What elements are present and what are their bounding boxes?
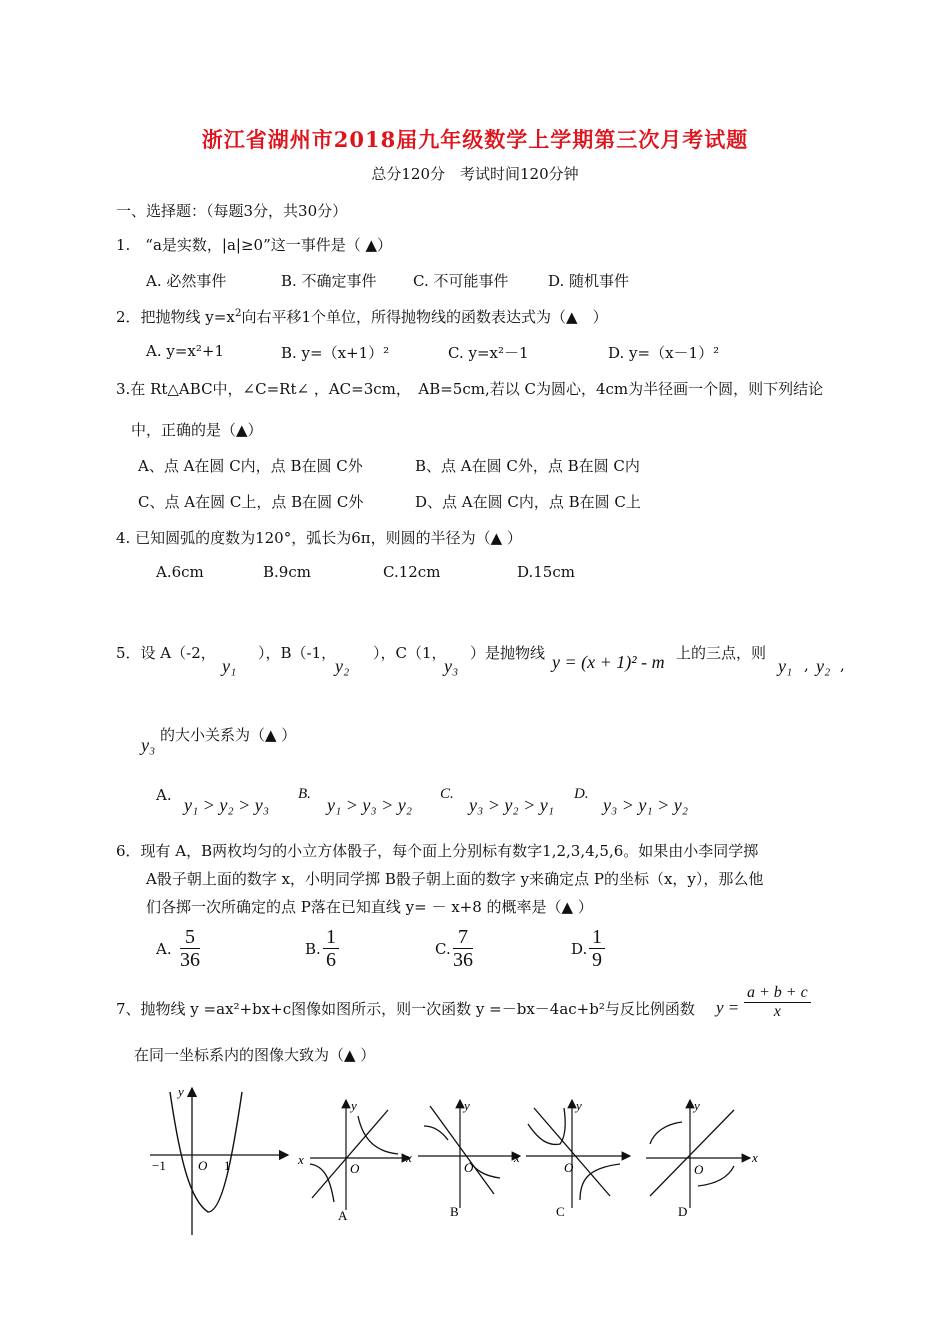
parabola-curve xyxy=(170,1092,242,1212)
q5-option-a-order: y₁ > y₂ > y₃ xyxy=(184,795,270,815)
q5-option-a-label: A. xyxy=(156,786,172,804)
q7-figures xyxy=(140,1080,780,1240)
q2-option-a: A. y=x²+1 xyxy=(146,342,224,360)
graph-d-y-label: y xyxy=(694,1098,700,1113)
q5-y1-b: y₁ xyxy=(778,656,793,676)
graph-b-label: B xyxy=(450,1204,459,1219)
q7-frac-den: x xyxy=(773,1002,781,1020)
q2-option-b: B. y=（x+1）² xyxy=(281,344,390,362)
graph-a xyxy=(297,1098,410,1223)
q3-option-c: C、点 A在圆 C上，点 B在圆 C外 xyxy=(138,493,364,511)
q6-option-d-num: 1 xyxy=(589,926,605,949)
q5-mid: ）是抛物线 xyxy=(470,644,546,662)
q5-comma-1: , xyxy=(804,656,809,674)
graph-a-line xyxy=(312,1110,388,1198)
q6-option-a-den: 36 xyxy=(180,949,200,971)
q3-option-a: A、点 A在圆 C内，点 B在圆 C外 xyxy=(138,457,363,475)
q6-option-b-den: 6 xyxy=(326,949,336,971)
q6-line1: 6．现有 A，B两枚均匀的小立方体骰子，每个面上分别标有数字1,2,3,4,5,6。如果由小李同学掷 xyxy=(116,842,759,860)
q2-option-c: C. y=x²－1 xyxy=(448,344,529,362)
graph-b-hyperbola-1 xyxy=(424,1126,448,1140)
q7-frac-lhs: y = xyxy=(716,998,740,1017)
q5-equation: y = (x + 1)² - m xyxy=(552,652,665,672)
q6-option-b-num: 1 xyxy=(323,926,339,949)
graph-a-origin: O xyxy=(350,1161,360,1176)
q5-y2: y₂ xyxy=(335,656,350,676)
q1-stem: 1. “a是实数，|a|≥0”这一事件是（ ▲） xyxy=(116,236,393,254)
q6-option-b-fraction xyxy=(323,926,339,971)
exam-info: 总分120分 考试时间120分钟 xyxy=(371,165,579,183)
q6-option-a-num: 5 xyxy=(180,926,200,949)
graph-c-x-label: x xyxy=(514,1150,520,1165)
graph-a-y-label: y xyxy=(351,1098,357,1113)
q5-point-c: ），C（1， xyxy=(373,644,447,662)
q2-stem-pre: 2．把抛物线 y=x xyxy=(116,308,235,326)
q6-option-d-label: D. xyxy=(571,940,588,958)
graph-c-label: C xyxy=(556,1204,565,1219)
graph-a-label: A xyxy=(338,1208,348,1223)
q4-option-d: D.15cm xyxy=(517,563,575,581)
q6-option-a-label: A. xyxy=(156,940,172,958)
graph-d xyxy=(646,1098,758,1219)
graph-b xyxy=(405,1098,520,1219)
q7-frac-num: a + b + c xyxy=(744,984,811,1003)
q5-y3-b: y₃ xyxy=(141,735,156,755)
q6-option-a-fraction xyxy=(180,926,200,971)
q4-option-c: C.12cm xyxy=(383,563,441,581)
q6-option-c-fraction xyxy=(453,926,473,971)
graph-b-y-label: y xyxy=(464,1098,470,1113)
graph-d-x-label: x xyxy=(752,1150,758,1165)
q5-option-b-order: y₁ > y₃ > y₂ xyxy=(327,795,413,815)
q6-option-b-label: B. xyxy=(305,940,321,958)
graph-c xyxy=(513,1098,630,1219)
parabola-figure xyxy=(150,1084,288,1235)
q5-option-b-label: B. xyxy=(298,786,311,802)
q7-line2: 在同一坐标系内的图像大致为（▲ ） xyxy=(134,1046,376,1064)
q2-option-d: D. y=（x－1）² xyxy=(608,344,720,362)
graph-d-origin: O xyxy=(694,1162,704,1177)
q4-stem: 4. 已知圆弧的度数为120°，弧长为6π，则圆的半径为（▲ ） xyxy=(116,529,522,547)
q5-point-b: ），B（-1， xyxy=(258,644,337,662)
q6-option-c-num: 7 xyxy=(453,926,473,949)
q5-y2-b: y₂ xyxy=(816,656,831,676)
q5-option-d-label: D. xyxy=(574,786,589,802)
graph-c-origin: O xyxy=(564,1160,574,1175)
parabola-tick-neg1: −1 xyxy=(152,1158,166,1173)
q6-option-d-den: 9 xyxy=(592,949,602,971)
q2-stem: 2．把抛物线 $y=x^2$向右平移1个单位，所得抛物线的函数表达式为（▲ ） xyxy=(116,307,608,326)
graph-b-line xyxy=(430,1106,494,1194)
q5-option-c-label: C. xyxy=(440,786,454,802)
q6-line3: 们各掷一次所确定的点 P落在已知直线 y= － x+8 的概率是（▲ ） xyxy=(146,898,593,916)
graph-d-line xyxy=(650,1110,734,1196)
q6-option-c-den: 36 xyxy=(453,949,473,971)
q1-option-c: C. 不可能事件 xyxy=(413,272,509,290)
q1-option-d: D. 随机事件 xyxy=(548,272,630,290)
parabola-y-label: y xyxy=(178,1084,184,1099)
q2-stem-post: 向右平移1个单位，所得抛物线的函数表达式为（▲ ） xyxy=(241,308,608,326)
q6-option-d-fraction xyxy=(589,926,605,971)
q4-option-a: A.6cm xyxy=(156,563,204,581)
q3-stem-line1: 3.在 Rt△ABC中，∠C=Rt∠ ，AC=3cm， AB=5cm,若以 C为圆心，4cm为半径画一个圆，则下列结论 xyxy=(116,380,824,398)
q5-comma-2: , xyxy=(840,656,845,674)
q6-line2: A骰子朝上面的数字 x，小明同学掷 B骰子朝上面的数字 y来确定点 P的坐标（x，y），那么他 xyxy=(146,870,764,888)
q7-fraction xyxy=(744,984,811,1020)
graph-b-origin: O xyxy=(464,1160,474,1175)
parabola-tick-1: 1 xyxy=(224,1158,231,1173)
graph-d-hyperbola-1 xyxy=(650,1122,682,1144)
page-title: 浙江省湖州市2018届九年级数学上学期第三次月考试题 xyxy=(201,127,749,152)
graph-b-x-label: x xyxy=(406,1150,412,1165)
q4-option-b: B.9cm xyxy=(263,563,311,581)
graph-d-hyperbola-2 xyxy=(698,1166,734,1186)
q1-option-b: B. 不确定事件 xyxy=(281,272,377,290)
section-heading: 一、选择题：（每题3分，共30分） xyxy=(116,202,348,220)
q5-prefix: 5．设 A（-2， xyxy=(116,644,216,662)
graph-c-hyperbola-1 xyxy=(528,1108,565,1144)
q5-line2-tail: 的大小关系为（▲ ） xyxy=(160,726,297,744)
q5-after: 上的三点，则 xyxy=(676,644,767,662)
graph-a-x-label: x xyxy=(298,1152,304,1167)
q5-option-d-order: y₃ > y₁ > y₂ xyxy=(603,795,689,815)
graph-d-label: D xyxy=(678,1204,688,1219)
q5-option-c-order: y₃ > y₂ > y₁ xyxy=(469,795,555,815)
q3-stem-line2: 中，正确的是（▲） xyxy=(131,421,263,439)
q5-y1: y₁ xyxy=(222,656,237,676)
q3-option-b: B、点 A在圆 C外，点 B在圆 C内 xyxy=(415,457,640,475)
q3-option-d: D、点 A在圆 C内，点 B在圆 C上 xyxy=(415,493,641,511)
q1-option-a: A. 必然事件 xyxy=(146,272,227,290)
graph-b-hyperbola-2 xyxy=(470,1162,500,1178)
parabola-origin: O xyxy=(198,1158,208,1173)
q6-option-c-label: C. xyxy=(435,940,451,958)
q7-stem: 7、抛物线 y =ax²+bx+c图像如图所示，则一次函数 y =－bx－4ac+b²与反比例函数 xyxy=(116,1000,695,1018)
graph-c-hyperbola-2 xyxy=(580,1164,620,1200)
q5-y3: y₃ xyxy=(444,656,459,676)
graph-c-y-label: y xyxy=(576,1098,582,1113)
